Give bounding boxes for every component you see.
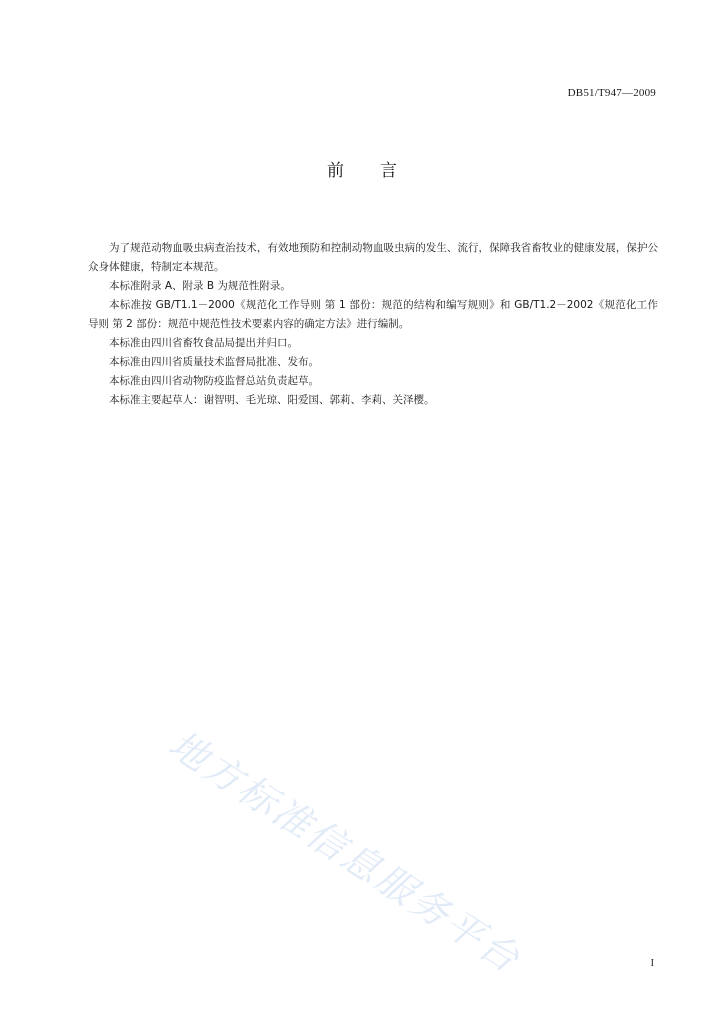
paragraph-purpose: 为了规范动物血吸虫病查治技术，有效地预防和控制动物血吸虫病的发生、流行，保障我省畜牧业的健康发展，保护公众身体健康，特制定本规范。 [88,242,658,273]
paragraph-proposer: 本标准由四川省畜牧食品局提出并归口。 [109,337,298,349]
paragraph-appendix: 本标准附录 A、附录 B 为规范性附录。 [109,280,291,292]
page-title: 前言 [327,161,433,181]
paragraph-drafter-org: 本标准由四川省动物防疫监督总站负责起草。 [109,375,319,387]
preface-body [88,239,658,410]
document-code: DB51/T947—2009 [567,87,656,99]
paragraph-drafters: 本标准主要起草人：谢智明、毛光琼、阳爱国、郭莉、李莉、关泽樱。 [109,394,435,406]
paragraph-drafting-basis: 本标准按 GB/T1.1－2000《规范化工作导则 第 1 部份：规范的结构和编写规则》和 GB/T1.2－2002《规范化工作导则 第 2 部份：规范中规范性技术要素内容的确定方法》进行编制。 [88,299,658,330]
page-number: I [650,958,654,969]
watermark: 地方标准信息服务平台 [161,721,529,983]
paragraph-approver: 本标准由四川省质量技术监督局批准、发布。 [109,356,319,368]
